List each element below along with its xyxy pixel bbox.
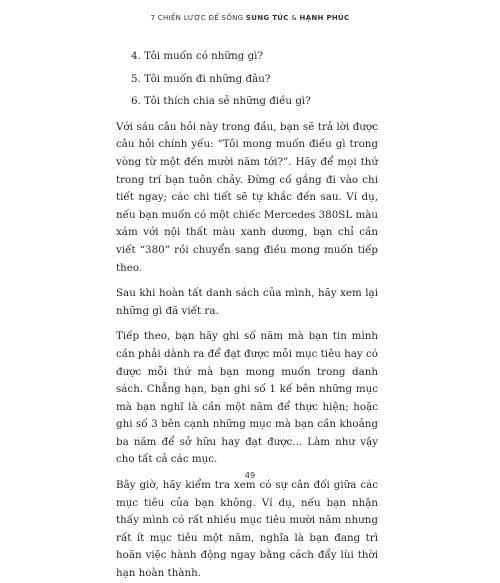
running-header bbox=[0, 14, 500, 22]
page-body bbox=[116, 48, 378, 583]
header-bold-1: SUNG TÚC bbox=[245, 14, 289, 22]
header-ampersand: & bbox=[291, 14, 297, 22]
page-number: 49 bbox=[244, 471, 256, 480]
question-item-4: 4. Tôi muốn có những gì? bbox=[131, 50, 263, 62]
paragraph-2: Sau khi hoàn tất danh sách của mình, hãy xem lại những gì đã viết ra. bbox=[116, 287, 378, 317]
header-bold-2: HẠNH PHÚC bbox=[299, 14, 350, 22]
paragraph-4: Bây giờ, hãy kiểm tra xem có sự cân đối giữa các mục tiêu của bạn không. Ví dụ, nếu bạn nhận thấy mình có rất nhiều mục tiêu mười năm nhưng rất ít mục tiêu một năm, nghĩa là bạn đang trì hoãn việc hành động ngay bằng cách đẩy lùi thời hạn hoàn thành. bbox=[116, 479, 378, 580]
header-prefix: 7 CHIẾN LƯỢC ĐỂ SỐNG bbox=[150, 14, 244, 22]
question-item-5: 5. Tôi muốn đi những đâu? bbox=[131, 72, 271, 85]
paragraph-3: Tiếp theo, bạn hãy ghi số năm mà bạn tin mình cần phải dành ra để đạt được mỗi mục tiêu hay có được mỗi thứ mà bạn mong muốn trong danh sách. Chẳng hạn, bạn ghi số 1 kế bên những mục mà bạn nghĩ là cần một năm để thực hiện; hoặc ghi số 3 bên cạnh những mục mà bạn cần khoảng ba năm để sở hữu hay đạt được... Làm như vậy cho tất cả các mục. bbox=[116, 330, 378, 466]
paragraph-1: Với sáu câu hỏi này trong đầu, bạn sẽ trả lời được câu hỏi chính yếu: “Tôi mong muốn điều gì trong vòng từ một đến mười năm tới?”. Hãy để mọi thứ trong trí bạn tuôn chảy. Đừng cố gắng đi vào chi tiết ngay; các chi tiết sẽ tự khắc đến sau. Ví dụ, nếu bạn muốn có một chiếc Mercedes 380SL màu xám với nội thất màu xanh dương, bạn chỉ cần viết “380” rồi chuyển sang điều mong muốn tiếp theo. bbox=[116, 120, 378, 274]
question-item-6: 6. Tôi thích chia sẻ những điều gì? bbox=[131, 95, 311, 108]
